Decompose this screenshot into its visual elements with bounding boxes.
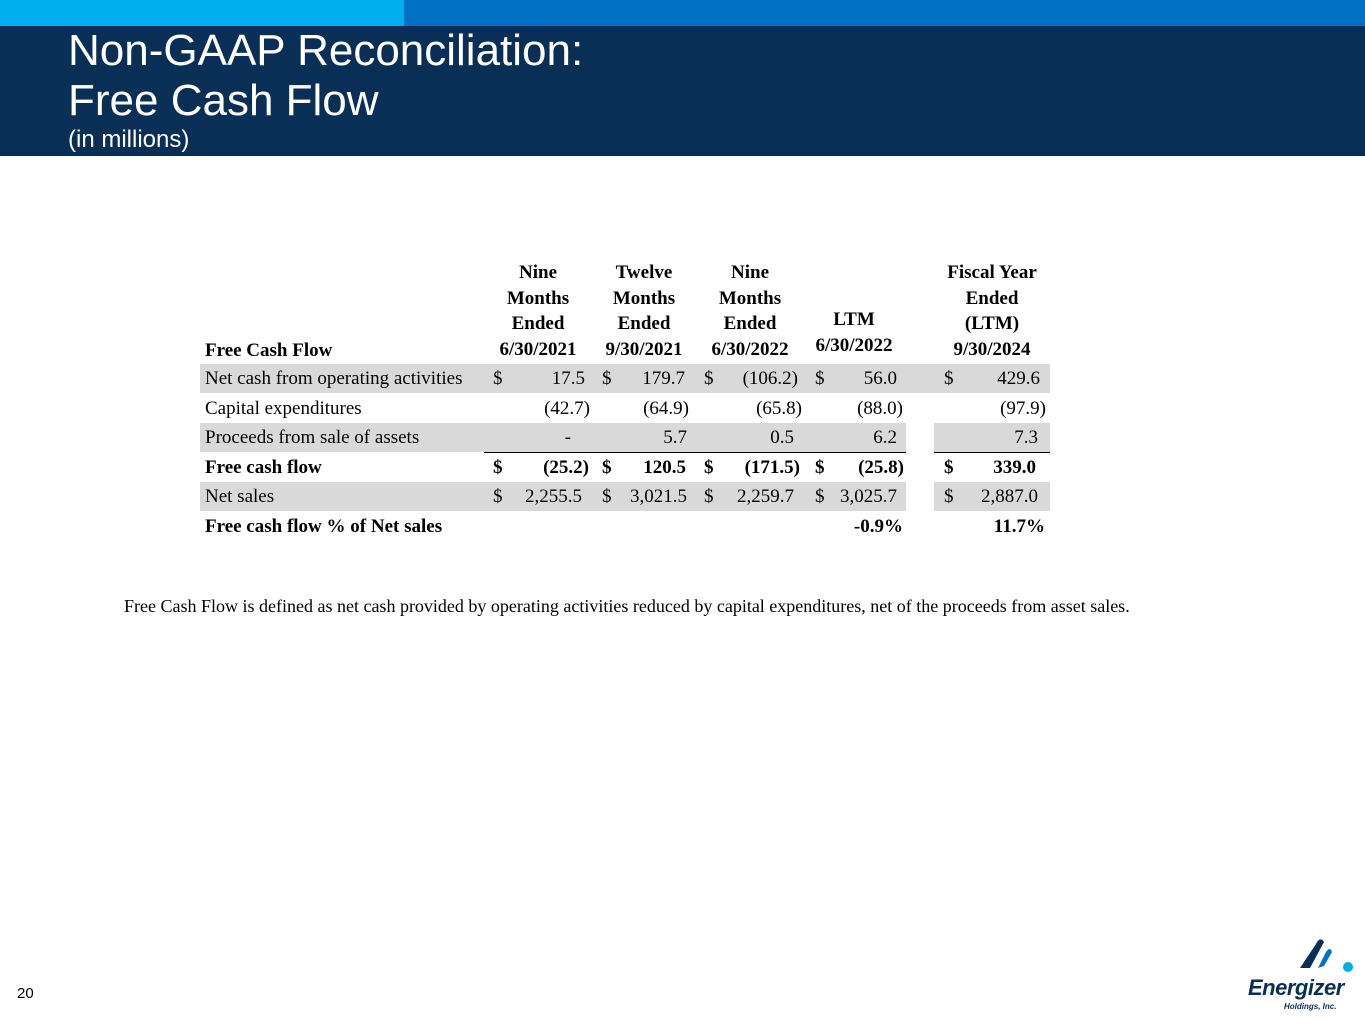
column-header-nine-months-2022: Nine Months Ended 6/30/2022 (711, 262, 789, 360)
row-label: Capital expenditures (205, 398, 362, 419)
slide-header (0, 26, 1365, 156)
table-row: Net sales $ 2,255.5 $ 3,021.5 $ 2,259.7 $ 3,025.7 $ 2,887.0 (200, 482, 1050, 511)
table-row: Net cash from operating activities $ 17.5 $ 179.7 $ (106.2) $ 56.0 $ 429.6 (200, 364, 1050, 393)
row-label: Proceeds from sale of assets (205, 427, 420, 448)
column-header-twelve-months-2021: Twelve Months Ended 9/30/2021 (605, 262, 683, 360)
logo-wordmark: Energizer (1248, 975, 1344, 1000)
row-label: Net sales (205, 486, 275, 507)
column-header-ltm-2022: LTM 6/30/2022 (815, 309, 893, 356)
table-row: Capital expenditures (42.7) (64.9) (65.8) (88.0) (97.9) (200, 394, 1050, 423)
table-row: Proceeds from sale of assets - 5.7 0.5 6.2 7.3 (200, 423, 1050, 452)
logo-subtext: Holdings, Inc. (1284, 1002, 1337, 1011)
slide-title-line2: Free Cash Flow (68, 76, 379, 125)
column-header-fiscal-year-2024: Fiscal Year Ended (LTM) 9/30/2024 (947, 262, 1037, 360)
table-row: Free cash flow % of Net sales -0.9% 11.7% (200, 512, 1050, 541)
footnote: Free Cash Flow is defined as net cash provided by operating activities reduced by capital expenditures, net of the proceeds from asset sales. (124, 596, 1130, 616)
page-number: 20 (17, 985, 34, 1002)
slide-title-line1: Non-GAAP Reconciliation: (68, 26, 584, 75)
table-row: Free cash flow $ (25.2) $ 120.5 $ (171.5) $ (25.8) $ 339.0 (200, 453, 1050, 482)
column-header-nine-months-2021: Nine Months Ended 6/30/2021 (499, 262, 577, 360)
top-accent-stripe-light (0, 0, 404, 26)
slide-subtitle: (in millions) (68, 126, 190, 153)
row-header-label: Free Cash Flow (205, 340, 333, 361)
row-label: Net cash from operating activities (205, 368, 463, 389)
row-label: Free cash flow % of Net sales (205, 516, 443, 537)
row-label: Free cash flow (205, 457, 322, 478)
